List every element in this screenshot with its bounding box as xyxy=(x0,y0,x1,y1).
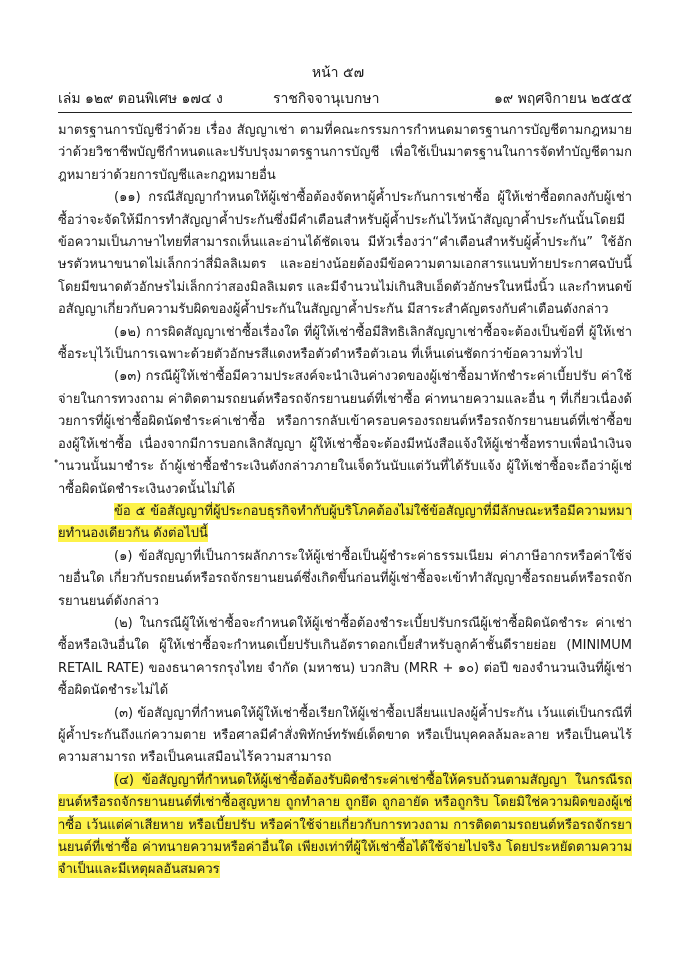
paragraph-text: (๔) ข้อสัญญาที่กำหนดให้ผู้เช่าซื้อต้องรับผิดชำระค่าเช่าซื้อให้ครบถ้วนตามสัญญา ในกรณีรถยนต์หรือรถจักรยานยนต์ที่เช่าซื้อสูญหาย ถูกทำลาย ถูกยึด ถูกอายัด หรือถูกริบ โดยมิใช่ความผิดของผู้เช่าซื้อ เว้นแต่ค่าเสียหาย หรือเบี้ยปรับ หรือค่าใช้จ่ายเกี่ยวกับการทวงถาม การติดตามรถยนต์หรือรถจักรยานยนต์ที่เช่าซื้อ ค่าทนายความหรือค่าอื่นใด เพียงเท่าที่ผู้ให้เช่าซื้อได้ใช้จ่ายไปจริง โดยประหยัดตามความจำเป็นและมีเหตุผลอันสมควร xyxy=(58,772,632,878)
publication-title: ราชกิจจานุเบกษา xyxy=(273,91,380,107)
header-rule xyxy=(58,112,632,113)
paragraph-text: มาตรฐานการบัญชีว่าด้วย เรื่อง สัญญาเช่า ตามที่คณะกรรมการกำหนดมาตรฐานการบัญชีตามกฎหมายว่าด้วยวิชาชีพบัญชีกำหนดและปรับปรุงมาตรฐานการบัญชี เพื่อใช้เป็นมาตรฐานในการจัดทำบัญชีตามกฎหมายว่าด้วยการบัญชีและกฎหมายอื่น xyxy=(58,123,632,183)
paragraph-text: (๑๑) กรณีสัญญากำหนดให้ผู้เช่าซื้อต้องจัดหาผู้ค้ำประกันการเช่าซื้อ ผู้ให้เช่าซื้อตกลงกับผู้เช่าซื้อว่าจะจัดให้มีการทำสัญญาค้ำประกันซึ่งมีคำเตือนสำหรับผู้ค้ำประกันไว้หน้าสัญญาค้ำประกันนั้นโดยมีข้อความเป็นภาษาไทยที่สามารถเห็นและอ่านได้ชัดเจน มีหัวเรื่องว่า“คำเตือนสำหรับผู้ค้ำประกัน” ใช้อักษรตัวหนาขนาดไม่เล็กกว่าสี่มิลลิเมตร และอย่างน้อยต้องมีข้อความตามเอกสารแนบท้ายประกาศฉบับนี้ โดยมีขนาดตัวอักษรไม่เล็กกว่าสองมิลลิเมตร และมีจำนวนไม่เกินสิบเอ็ดตัวอักษรในหนึ่งนิ้ว และกำหนดข้อสัญญาเกี่ยวกับความรับผิดของผู้ค้ำประกันในสัญญาค้ำประกัน มีสาระสำคัญตรงกับคำเตือนดังกล่าว xyxy=(58,190,632,318)
paragraph-text: (๓) ข้อสัญญาที่กำหนดให้ผู้ให้เช่าซื้อเรียกให้ผู้เช่าซื้อเปลี่ยนแปลงผู้ค้ำประกัน เว้นแต่เป็นกรณีที่ผู้ค้ำประกันถึงแก่ความตาย หรือศาลมีคำสั่งพิทักษ์ทรัพย์เด็ดขาด หรือเป็นบุคคลล้มละลาย หรือเป็นคนไร้ความสามารถ หรือเป็นคนเสมือนไร้ความสามารถ xyxy=(58,705,632,766)
paragraph xyxy=(58,546,632,613)
paragraph xyxy=(58,120,632,187)
volume-issue: เล่ม ๑๒๙ ตอนพิเศษ ๑๗๔ ง xyxy=(58,91,223,107)
highlighted-paragraph xyxy=(58,770,632,882)
page-number: หน้า ๕๗ xyxy=(311,65,365,81)
paragraph xyxy=(58,187,632,321)
paragraph xyxy=(58,613,632,703)
gazette-header xyxy=(58,88,632,110)
highlighted-paragraph xyxy=(58,501,632,546)
paragraph xyxy=(58,322,632,367)
document-body xyxy=(58,120,632,882)
paragraph-text: ข้อ ๕ ข้อสัญญาที่ผู้ประกอบธุรกิจทำกับผู้บริโภคต้องไม่ใช้ข้อสัญญาที่มีลักษณะหรือมีความหมายทำนองเดียวกัน ดังต่อไปนี้ xyxy=(58,503,632,542)
paragraph-text: (๑๓) กรณีผู้ให้เช่าซื้อมีความประสงค์จะนำเงินค่างวดของผู้เช่าซื้อมาหักชำระค่าเบี้ยปรับ ค่าใช้จ่ายในการทวงถาม ค่าติดตามรถยนต์หรือรถจักรยานยนต์ที่เช่าซื้อ ค่าทนายความและอื่น ๆ ที่เกี่ยวเนื่องด้วยการที่ผู้เช่าซื้อผิดนัดชำระค่าเช่าซื้อ หรือการกลับเข้าครอบครองรถยนต์หรือรถจักรยานยนต์ที่เช่าซื้อของผู้ให้เช่าซื้อ เนื่องจากมีการบอกเลิกสัญญา ผู้ให้เช่าซื้อจะต้องมีหนังสือแจ้งให้ผู้เช่าซื้อทราบเพื่อนำเงินจำนวนนั้นมาชำระ ถ้าผู้เช่าซื้อชำระเงินดังกล่าวภายในเจ็ดวันนับแต่วันที่ได้รับแจ้ง ผู้ให้เช่าซื้อจะถือว่าผู้เช่าซื้อผิดนัดชำระเงินงวดนั้นไม่ได้ xyxy=(58,369,632,497)
paragraph-text: (๑) ข้อสัญญาที่เป็นการผลักภาระให้ผู้เช่าซื้อเป็นผู้ชำระค่าธรรมเนียม ค่าภาษีอากรหรือค่าใช้จ่ายอื่นใด เกี่ยวกับรถยนต์หรือรถจักรยานยนต์ซึ่งเกิดขึ้นก่อนที่ผู้เช่าซื้อจะเข้าทำสัญญาซื้อรถยนต์หรือรถจักรยานยนต์ดังกล่าว xyxy=(58,548,632,609)
paragraph xyxy=(58,366,632,500)
paragraph xyxy=(58,703,632,770)
publication-date: ๑๙ พฤศจิกายน ๒๕๕๕ xyxy=(494,91,632,107)
paragraph-text: (๑๒) การผิดสัญญาเช่าซื้อเรื่องใด ที่ผู้ให้เช่าซื้อมีสิทธิเลิกสัญญาเช่าซื้อจะต้องเป็นข้อที่ ผู้ให้เช่าซื้อระบุไว้เป็นการเฉพาะด้วยตัวอักษรสีแดงหรือตัวดำหรือตัวเอน ที่เห็นเด่นชัดกว่าข้อความทั่วไป xyxy=(58,324,632,363)
paragraph-text: (๒) ในกรณีผู้ให้เช่าซื้อจะกำหนดให้ผู้เช่าซื้อต้องชำระเบี้ยปรับกรณีผู้เช่าซื้อผิดนัดชำระ ค่าเช่าซื้อหรือเงินอื่นใด ผู้ให้เช่าซื้อจะกำหนดเบี้ยปรับเกินอัตราดอกเบี้ยสำหรับลูกค้าชั้นดีรายย่อย (MINIMUM RETAIL RATE) ของธนาคารกรุงไทย จำกัด (มหาชน) บวกสิบ (MRR + ๑๐) ต่อปี ของจำนวนเงินที่ผู้เช่าซื้อผิดนัดชำระไม่ได้ xyxy=(58,615,632,699)
